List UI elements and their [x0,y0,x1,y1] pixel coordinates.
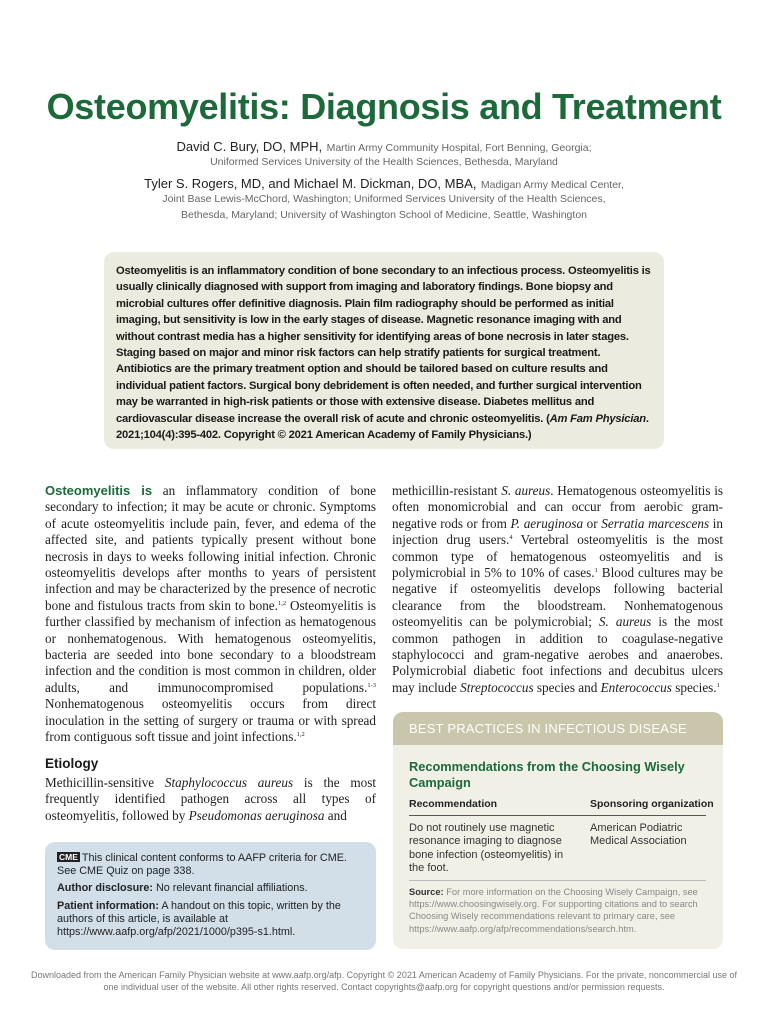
table-header-recommendation: Recommendation [409,798,498,810]
body-text: is the most common pathogen in addition to coagulase-negative staphylococci and gram-negative aerobes and anaerobes. Polymicrobial diabetic foot infections and decubitus ulcers may include [392,614,723,695]
body-text: species and [533,679,601,695]
patient-info-label: Patient information: [57,899,159,912]
species-name: Serratia marcescens [601,515,710,531]
abstract-text [116,263,652,443]
species-name: Enterococcus [600,679,672,695]
column-2-paragraph [392,483,723,696]
body-text: in injection drug users. [392,515,723,548]
body-text: and [324,807,347,823]
cme-info-box [45,842,376,950]
section-heading-etiology: Etiology [45,756,99,771]
source-text: For more information on the Choosing Wisely Campaign, see https://www.choosingwisely.org. For supporting citations and to search Choosing Wisely recommendations relevant to primary care, see https://www.aafp.org/afp/recommendations/search.htm. [409,887,698,934]
best-practices-box [393,712,723,949]
reference-marker: 4 [509,534,513,542]
author-affiliation: Madigan Army Medical Center, [480,179,624,191]
best-practices-title: Recommendations from the Choosing Wisely Campaign [409,759,685,790]
table-cell-organization: American Podiatric Medical Association [590,822,687,848]
species-name: Staphylococcus aureus [164,775,294,790]
reference-marker: 1,2 [277,599,287,607]
article-title: Osteomyelitis: Diagnosis and Treatment [46,86,722,127]
author-affiliation-line: Joint Base Lewis-McChord, Washington; Uniformed Services University of the Health Sciences, [162,193,606,205]
author-affiliation-line: Bethesda, Maryland; University of Washington School of Medicine, Seattle, Washington [180,209,587,221]
species-name: Pseudomonas aeruginosa [188,807,325,823]
reference-marker: 1 [716,681,720,689]
abstract-box [104,252,664,449]
author-name: Tyler S. Rogers, MD, and Michael M. Dickman, DO, MBA, [144,176,477,191]
journal-name: Am Fam Physician [549,412,646,425]
patient-info-text: A handout on this topic, written by the authors of this article, is available at https://www.aafp.org/afp/2021/1000/p395-s1.html. [57,899,341,939]
reference-marker: 1 [594,567,598,575]
best-practices-source [409,886,709,935]
citation: . 2021;104(4):395-402. Copyright © 2021 American Academy of Family Physicians.) [116,412,649,442]
body-text: methicillin-resistant [392,483,502,498]
body-text: Osteomyelitis is further classified by mechanism of infection as hematogenous or nonhematogenous. With hematogenous osteomyelitis, bacteria are seeded into bone secondary to a bloodstream infection and the condition is most common in children, older adults, and immunocompromised populations. [45,597,377,695]
source-label: Source: [409,887,444,897]
author-affiliation-line: Uniformed Services University of the Health Sciences, Bethesda, Maryland [210,156,558,168]
author-line-1 [0,138,768,156]
body-text: or [583,515,602,531]
body-text: Blood cultures may be negative if osteomyelitis develops following bacterial clearance from the bloodstream. Nonhematogenous osteomyelitis can be polymicrobial; [392,565,724,630]
body-text: Nonhematogenous osteomyelitis occurs from direct inoculation in the setting of surgery or trauma or with spread from contiguous soft tissue and joint infections. [45,696,376,745]
species-name: P. aeruginosa [510,515,584,531]
reference-marker: 1,2 [296,731,305,739]
species-name: S. aureus [598,614,652,630]
table-cell-recommendation: Do not routinely use magnetic resonance imaging to diagnose bone infection (osteomyelitis) in the foot. [409,822,564,875]
body-text: species. [671,679,717,695]
etiology-paragraph [45,775,376,824]
table-divider [409,880,706,881]
cme-badge-icon: CME [59,852,78,862]
cme-conformance-text: This clinical content conforms to AAFP criteria for CME. See CME Quiz on page 338. [57,852,347,878]
species-name: S. aureus [501,483,551,498]
abstract-body: Osteomyelitis is an inflammatory condition of bone secondary to an infectious process. Osteomyelitis is usually clinically diagnosed with support from imaging and laboratory findings. Bone biopsy and microbial cultures offer definitive diagnosis. Plain film radiography should be performed as initial imaging, but sensitivity is low in the early stages of disease. Magnetic resonance imaging with and without contrast media has a higher sensitivity for identifying areas of bone necrosis in later stages. Staging based on major and minor risk factors can help stratify patients for surgical treatment. Antibiotics are the primary treatment option and should be tailored based on culture results and individual patient factors. Surgical bony debridement is often needed, and further surgical intervention may be warranted in high-risk patients or those with extensive disease. Diabetes mellitus and cardiovascular disease increase the overall risk of acute and chronic osteomyelitis. ( [116,265,651,425]
body-text: Methicillin-sensitive [45,775,165,790]
best-practices-header: BEST PRACTICES IN INFECTIOUS DISEASE [393,712,723,745]
body-text: is the most frequently identified pathogen across all types of osteomyelitis, followed by [45,775,376,823]
author-name: David C. Bury, DO, MPH, [176,139,323,154]
author-affiliation: Martin Army Community Hospital, Fort Benning, Georgia; [326,142,592,154]
disclosure-label: Author disclosure: [57,882,153,895]
lead-in: Osteomyelitis is [45,483,153,498]
reference-marker: 1-3 [367,681,376,689]
table-header-organization: Sponsoring organization [590,798,714,810]
disclosure-text: No relevant financial affiliations. [152,882,308,895]
species-name: Streptococcus [460,679,534,695]
table-divider [409,815,706,816]
body-text: an inflammatory condition of bone secondary to infection; it may be acute or chronic. Symptoms of acute osteomyelitis include pain, fever, and edema of the affected site, and patients typically present without bone necrosis in days to weeks following initial infection. Chronic osteomyelitis develops after months to years of persistent infection and may be characterized by the presence of necrotic bone and fistulous tracts from skin to bone. [45,483,376,613]
body-text: Vertebral osteomyelitis is the most common type of hematogenous osteomyelitis and is polymicrobial in 5% to 10% of cases. [392,532,723,581]
page-footer: Downloaded from the American Family Physician website at www.aafp.org/afp. Copyright © 2021 American Academy of Family Physicians. For the private, noncommercial use of one individual user of the website. All other rights reserved. Contact copyrights@aafp.org for copyright questions and/or permission requests. [31,970,737,992]
author-line-2 [0,175,768,193]
intro-paragraph [45,483,376,746]
body-text: . Hematogenous osteomyelitis is often monomicrobial and can occur from aerobic gram-negative rods or from [392,483,723,531]
